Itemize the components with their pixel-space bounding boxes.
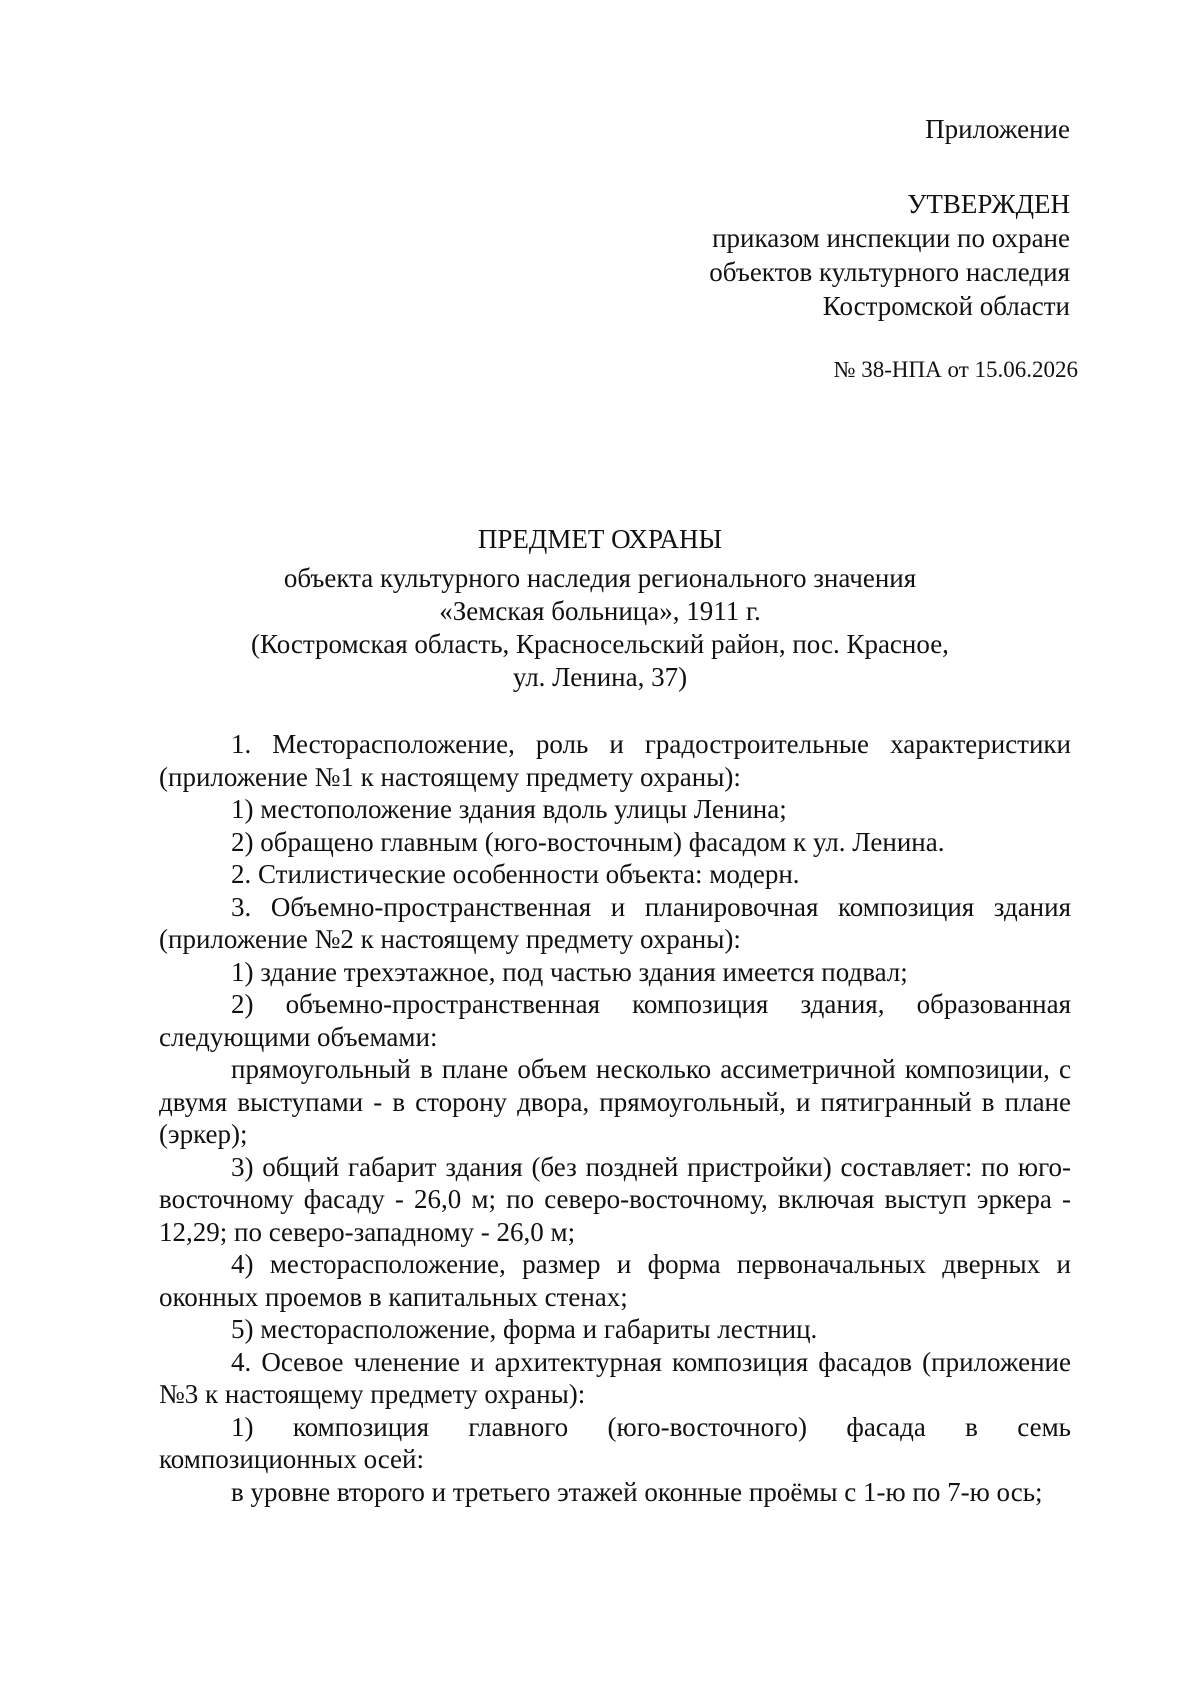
title-main: ПРЕДМЕТ ОХРАНЫ [477,524,723,554]
paragraph-9: 3) общий габарит здания (без поздней пристройки) составляет: по юго-восточному фасаду - 26,0 м; по северо-восточному, включая выступ эркера - 12,29; по северо-западному - 26,0 м; [159,1151,1071,1247]
paragraph-1: 1. Месторасположение, роль и градостроительные характеристики (приложение №1 к настоящему предмету охраны): [159,729,1071,792]
document-body [159,728,1071,1508]
approved-label: УТВЕРЖДЕН [907,189,1070,219]
title-line-2: «Земская больница», 1911 г. [439,596,761,626]
paragraph-6: 1) здание трехэтажное, под частью здания имеется подвал; [231,956,908,987]
approval-block [709,187,1070,323]
title-line-4: ул. Ленина, 37) [512,662,688,692]
paragraph-14: в уровне второго и третьего этажей оконные проёмы с 1-ю по 7-ю ось; [231,1476,1043,1507]
paragraph-2: 1) местоположение здания вдоль улицы Ленина; [231,794,787,824]
approved-by-line-2: объектов культурного наследия [709,257,1070,287]
document-title [130,523,1070,694]
approved-by-line-3: Костромской области [822,291,1070,321]
paragraph-11: 5) месторасположение, форма и габариты лестниц. [231,1314,818,1344]
paragraph-12: 4. Осевое членение и архитектурная композиция фасадов (приложение №3 к настоящему предмету охраны): [159,1346,1071,1409]
paragraph-3: 2) обращено главным (юго-восточным) фасадом к ул. Ленина. [231,826,945,857]
annex-label-text: Приложение [925,114,1070,144]
title-line-1: объекта культурного наследия регионального значения [283,563,917,593]
title-line-3: (Костромская область, Красносельский район, пос. Красное, [251,629,949,659]
paragraph-10: 4) месторасположение, размер и форма первоначальных дверных и оконных проемов в капитальных стенах; [159,1249,1071,1312]
approved-by-line-1: приказом инспекции по охране [712,223,1070,253]
paragraph-13: 1) композиция главного (юго-восточного) фасада в семь композиционных осей: [159,1411,1071,1474]
paragraph-4: 2. Стилистические особенности объекта: модерн. [231,859,800,889]
paragraph-7: 2) объемно-пространственная композиция здания, образованная следующими объемами: [159,989,1071,1052]
paragraph-5: 3. Объемно-пространственная и планировочная композиция здания (приложение №2 к настоящему предмету охраны): [159,891,1071,954]
order-number: № 38-НПА от 15.06.2026 [833,357,1078,382]
annex-label [925,112,1070,146]
paragraph-8: прямоугольный в плане объем несколько ассиметричной композиции, с двумя выступами - в сторону двора, прямоугольный, и пятигранный в плане (эркер); [159,1054,1071,1149]
